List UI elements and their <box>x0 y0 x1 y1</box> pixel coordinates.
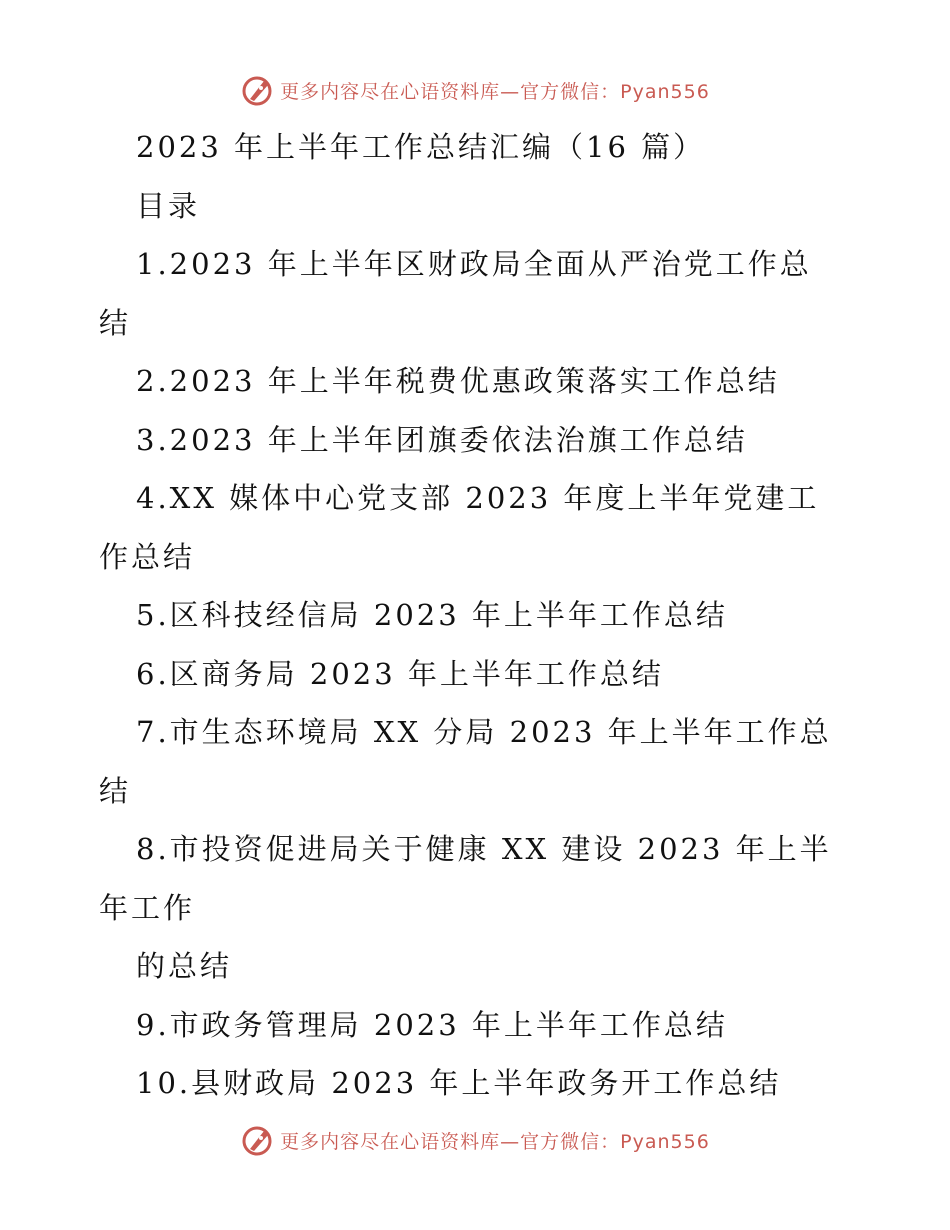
toc-item-5: 5.区科技经信局 2023 年上半年工作总结 <box>136 598 728 632</box>
toc-item-7: 7.市生态环境局 XX 分局 2023 年上半年工作总 <box>136 715 832 749</box>
toc-item-1-continued: 结 <box>99 305 132 340</box>
toc-item-2: 2.2023 年上半年税费优惠政策落实工作总结 <box>136 364 780 398</box>
watermark-text-bottom: 更多内容尽在心语资料库—官方微信：Pyan556 <box>280 1130 710 1153</box>
pen-nib-logo-icon <box>240 1123 274 1157</box>
toc-item-8-tail: 的总结 <box>136 949 233 983</box>
toc-item-3: 3.2023 年上半年团旗委依法治旗工作总结 <box>136 422 748 457</box>
toc-item-4-continued: 作总结 <box>99 539 196 574</box>
toc-heading: 目录 <box>136 188 201 223</box>
pen-nib-logo-icon <box>240 73 274 107</box>
toc-item-8: 8.市投资促进局关于健康 XX 建设 2023 年上半 <box>136 832 832 866</box>
watermark-text-top: 更多内容尽在心语资料库—官方微信：Pyan556 <box>280 80 710 103</box>
document-body <box>0 118 950 1113</box>
toc-item-4: 4.XX 媒体中心党支部 2023 年度上半年党建工 <box>136 481 820 515</box>
toc-item-6: 6.区商务局 2023 年上半年工作总结 <box>136 656 664 691</box>
toc-item-8-continued: 年工作 <box>99 890 196 925</box>
toc-item-9: 9.市政务管理局 2023 年上半年工作总结 <box>136 1007 728 1042</box>
toc-item-10: 10.县财政局 2023 年上半年政务开工作总结 <box>136 1066 782 1100</box>
watermark-banner-top <box>0 70 950 110</box>
document-title: 2023 年上半年工作总结汇编（16 篇） <box>136 130 706 164</box>
toc-item-7-continued: 结 <box>99 773 132 808</box>
toc-item-1: 1.2023 年上半年区财政局全面从严治党工作总 <box>136 247 812 281</box>
watermark-banner-bottom <box>0 1120 950 1160</box>
